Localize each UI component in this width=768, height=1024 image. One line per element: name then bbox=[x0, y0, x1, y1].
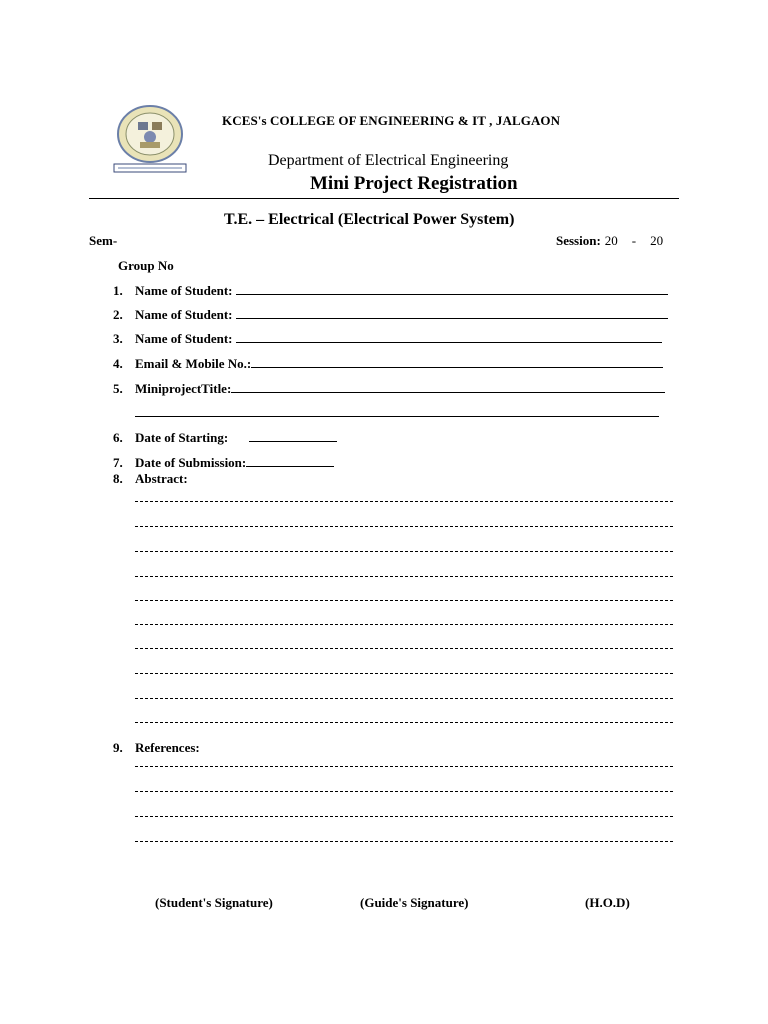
abstract-line[interactable] bbox=[135, 624, 673, 625]
references-line[interactable] bbox=[135, 816, 673, 817]
page-title: Mini Project Registration bbox=[310, 173, 518, 194]
field-number: 9. bbox=[113, 740, 123, 755]
field-number: 8. bbox=[113, 471, 123, 486]
field-label: References: bbox=[135, 740, 200, 755]
references-line[interactable] bbox=[135, 766, 673, 767]
hod-signature-label: (H.O.D) bbox=[585, 895, 630, 910]
abstract-line[interactable] bbox=[135, 501, 673, 502]
college-name: KCES's COLLEGE OF ENGINEERING & IT , JALGAON bbox=[222, 113, 561, 128]
field-label: Name of Student: bbox=[135, 331, 233, 346]
field-references bbox=[113, 740, 200, 756]
email-mobile-blank[interactable] bbox=[251, 356, 663, 368]
field-abstract bbox=[113, 471, 188, 487]
field-label: Date of Submission: bbox=[135, 455, 247, 470]
field-number: 2. bbox=[113, 307, 123, 322]
field-number: 7. bbox=[113, 455, 123, 470]
field-number: 1. bbox=[113, 283, 123, 298]
field-number: 4. bbox=[113, 356, 123, 371]
field-label: Email & Mobile No.: bbox=[135, 356, 252, 371]
session-info bbox=[556, 233, 663, 249]
abstract-line[interactable] bbox=[135, 673, 673, 674]
semester-label: Sem- bbox=[89, 233, 118, 248]
field-label: MiniprojectTitle: bbox=[135, 381, 232, 396]
abstract-line[interactable] bbox=[135, 526, 673, 527]
group-number-label: Group No bbox=[118, 258, 174, 273]
student-name-3-blank[interactable] bbox=[236, 331, 662, 343]
references-line[interactable] bbox=[135, 841, 673, 842]
field-student-name-3 bbox=[113, 331, 662, 347]
header-divider bbox=[89, 198, 679, 199]
field-number: 5. bbox=[113, 381, 123, 396]
session-year-start: 20 bbox=[604, 233, 618, 248]
start-date-blank[interactable] bbox=[249, 430, 337, 442]
student-name-1-blank[interactable] bbox=[236, 283, 668, 295]
references-line[interactable] bbox=[135, 791, 673, 792]
session-label: Session: bbox=[556, 233, 601, 248]
submission-date-blank[interactable] bbox=[246, 455, 334, 467]
abstract-line[interactable] bbox=[135, 648, 673, 649]
field-label: Name of Student: bbox=[135, 307, 233, 322]
student-name-2-blank[interactable] bbox=[236, 307, 668, 319]
project-title-blank-2[interactable] bbox=[135, 416, 659, 417]
field-label: Date of Starting: bbox=[135, 430, 229, 445]
field-label: Abstract: bbox=[135, 471, 188, 486]
field-label: Name of Student: bbox=[135, 283, 233, 298]
field-number: 6. bbox=[113, 430, 123, 445]
student-signature-label: (Student's Signature) bbox=[155, 895, 273, 910]
abstract-line[interactable] bbox=[135, 698, 673, 699]
abstract-line[interactable] bbox=[135, 600, 673, 601]
field-student-name-1 bbox=[113, 283, 668, 299]
field-number: 3. bbox=[113, 331, 123, 346]
session-dash: - bbox=[631, 233, 637, 248]
department-name: Department of Electrical Engineering bbox=[268, 152, 509, 169]
field-date-of-submission bbox=[113, 455, 334, 471]
abstract-line[interactable] bbox=[135, 551, 673, 552]
field-date-of-starting bbox=[113, 430, 337, 446]
abstract-line[interactable] bbox=[135, 576, 673, 577]
abstract-line[interactable] bbox=[135, 722, 673, 723]
project-title-blank[interactable] bbox=[231, 381, 665, 393]
guide-signature-label: (Guide's Signature) bbox=[360, 895, 469, 910]
field-project-title bbox=[113, 381, 665, 397]
session-year-end: 20 bbox=[650, 233, 664, 248]
college-emblem-icon bbox=[108, 104, 192, 176]
field-student-name-2 bbox=[113, 307, 668, 323]
course-title: T.E. – Electrical (Electrical Power System) bbox=[224, 211, 515, 228]
field-email-mobile bbox=[113, 356, 663, 372]
